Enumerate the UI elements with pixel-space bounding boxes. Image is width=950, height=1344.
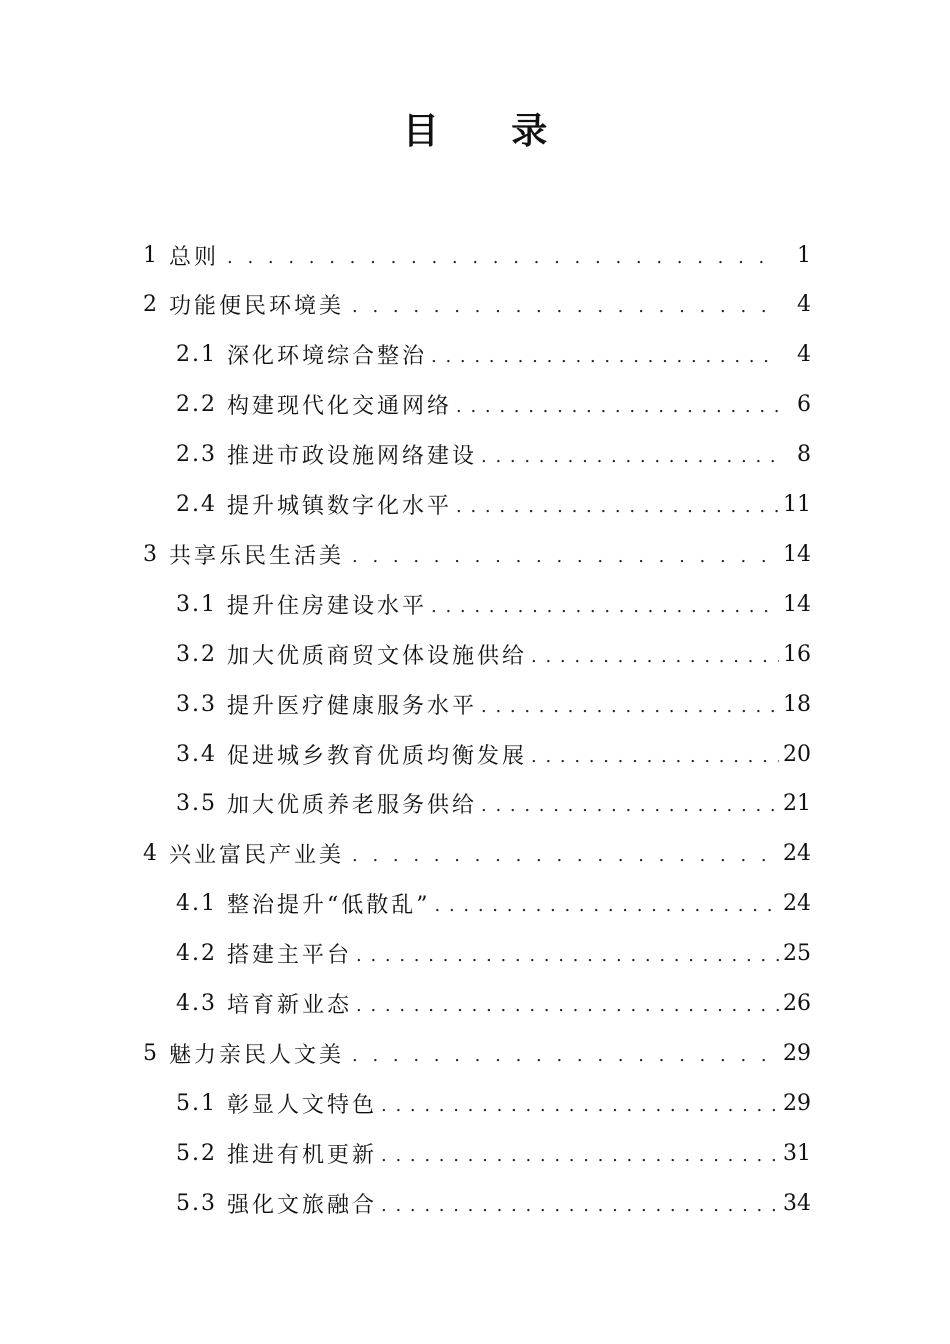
toc-entry[interactable] [143,1033,811,1073]
toc-entry-number: 4.3 [176,991,217,1016]
toc-entry-label: 彰显人文特色 [227,1092,378,1118]
toc-entry-page-number: 24 [783,891,811,917]
toc-entry-label: 加大优质养老服务供给 [227,793,478,819]
toc-entry-page-number: 1 [797,242,811,268]
toc-entry-page-number: 31 [783,1140,811,1166]
toc-entry-page-number: 21 [783,791,811,817]
toc-entry-number: 3.5 [176,791,217,817]
toc-leader-dots [481,696,779,717]
toc-leader-dots [381,1095,779,1116]
toc-entry[interactable] [176,335,811,375]
toc-entry-page-number: 34 [783,1190,811,1216]
toc-entry-label: 深化环境综合整治 [227,344,428,370]
toc-entry-number: 5.2 [176,1140,217,1166]
toc-entry-label: 加大优质商贸文体设施供给 [227,643,528,669]
toc-entry-page-number: 18 [783,691,811,717]
toc-entry-label: 促进城乡教育优质均衡发展 [227,743,528,769]
toc-entry-number: 3 [143,541,159,567]
page-title: 目 录 [402,111,578,152]
toc-entry-page-number: 11 [783,492,811,517]
toc-entry[interactable] [143,834,811,874]
toc-entry[interactable] [143,235,811,275]
toc-entry-label: 推进有机更新 [227,1142,378,1168]
toc-entry[interactable] [176,884,811,924]
toc-leader-dots [352,845,775,866]
toc-entry-label: 构建现代化交通网络 [227,394,453,420]
toc-leader-dots [431,596,779,617]
toc-entry-label: 总则 [169,244,220,270]
toc-entry-page-number: 26 [783,991,811,1016]
toc-entry-number: 5 [143,1040,159,1066]
toc-entry-label: 整治提升“低散乱” [227,893,431,919]
toc-entry-label: 提升住房建设水平 [227,593,428,619]
toc-entry-page-number: 6 [797,392,811,418]
toc-entry-number: 3.2 [176,641,217,667]
toc-entry-number: 2.2 [176,392,217,418]
toc-leader-dots [352,546,775,567]
toc-entry-number: 2.1 [176,342,217,368]
toc-entry-label: 功能便民环境美 [169,294,345,320]
toc-entry-number: 3.1 [176,591,217,617]
toc-leader-dots [531,746,779,767]
toc-entry-page-number: 4 [797,342,811,368]
toc-leader-dots [381,1195,779,1216]
toc-entry-label: 推进市政设施网络建设 [227,444,478,470]
toc-entry-number: 3.3 [176,691,217,717]
toc-leader-dots [356,995,779,1016]
toc-leader-dots [456,496,779,517]
toc-entry-number: 4.1 [176,891,217,917]
toc-entry[interactable] [176,734,811,774]
toc-entry[interactable] [176,485,811,525]
toc-leader-dots [431,346,779,367]
toc-entry-label: 提升医疗健康服务水平 [227,693,478,719]
toc-entry[interactable] [143,534,811,574]
toc-entry-number: 3.4 [176,741,217,767]
toc-entry[interactable] [176,1183,811,1223]
toc-leader-dots [227,247,775,268]
toc-entry-label: 提升城镇数字化水平 [227,494,453,519]
toc-leader-dots [381,1145,779,1166]
toc-leader-dots [481,446,779,467]
toc-entry[interactable] [176,684,811,724]
toc-entry-page-number: 25 [783,941,811,967]
toc-entry-label: 共享乐民生活美 [169,543,345,569]
toc-entry-page-number: 4 [797,292,811,318]
toc-entry[interactable] [176,385,811,425]
toc-entry-page-number: 14 [783,591,811,617]
toc-entry-page-number: 16 [783,641,811,667]
toc-entry[interactable] [176,984,811,1024]
toc-leader-dots [356,945,779,966]
toc-entry-page-number: 24 [783,841,811,867]
toc-entry-number: 5.3 [176,1190,217,1216]
toc-entry-page-number: 20 [783,741,811,767]
toc-entry-number: 5.1 [176,1090,217,1116]
toc-entry[interactable] [176,784,811,824]
toc-entry-number: 2.4 [176,492,217,517]
toc-entry-page-number: 14 [783,541,811,567]
toc-leader-dots [456,396,779,417]
toc-entry[interactable] [176,1133,811,1173]
toc-leader-dots [481,795,779,816]
toc-entry[interactable] [176,1083,811,1123]
toc-entry[interactable] [176,934,811,974]
toc-entry-label: 培育新业态 [227,993,353,1018]
toc-entry-number: 4.2 [176,941,217,967]
toc-entry[interactable] [176,584,811,624]
toc-entry-page-number: 29 [783,1040,811,1066]
toc-entry-number: 2 [143,292,159,318]
toc-entry[interactable] [143,285,811,325]
toc-entry-page-number: 29 [783,1090,811,1116]
toc-leader-dots [352,1045,775,1066]
toc-entry-number: 4 [143,841,159,867]
toc-entry-label: 搭建主平台 [227,943,353,969]
toc-entry-label: 强化文旅融合 [227,1192,378,1218]
toc-leader-dots [531,646,779,667]
toc-entry-number: 2.3 [176,442,217,468]
toc-entry-label: 兴业富民产业美 [169,843,345,869]
toc-entry[interactable] [176,435,811,475]
toc-entry-label: 魅力亲民人文美 [169,1042,345,1068]
toc-leader-dots [435,895,780,916]
toc-entry[interactable] [176,634,811,674]
toc-entry-page-number: 8 [797,442,811,468]
toc-entry-number: 1 [143,242,159,268]
toc-leader-dots [352,296,775,317]
